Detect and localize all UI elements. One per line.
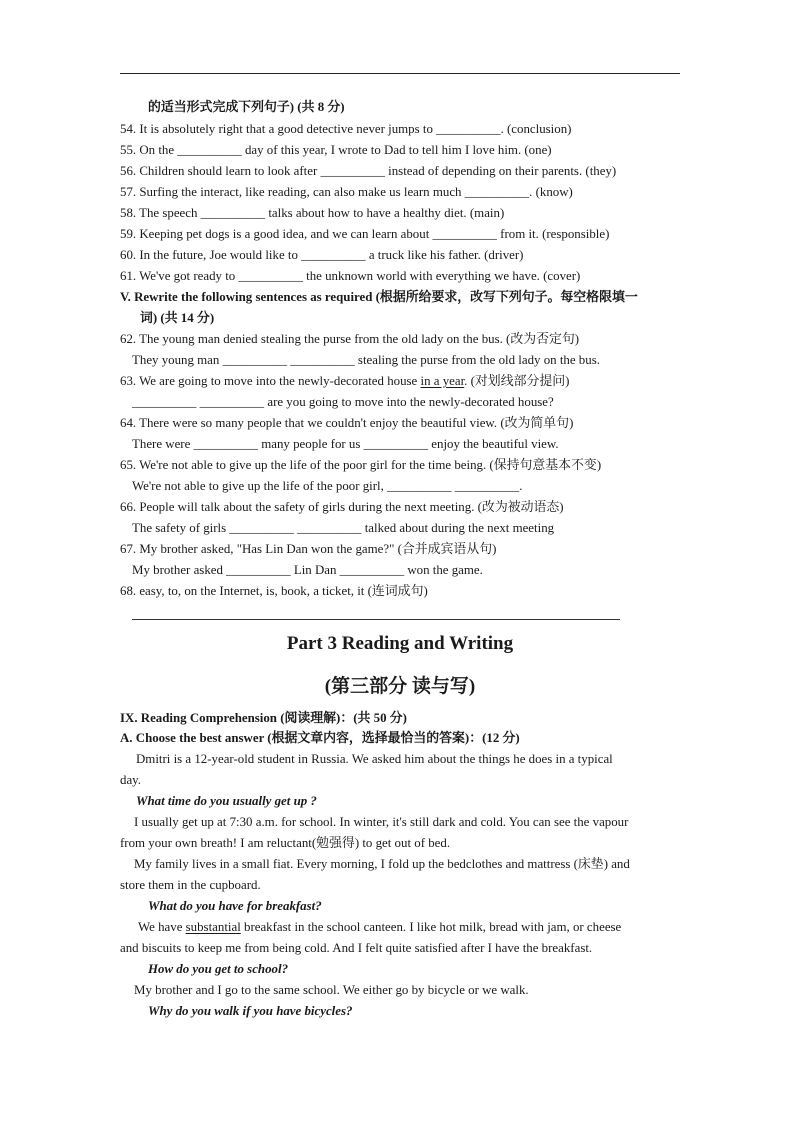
section-v-heading-cont: 词) (共 14 分) — [140, 311, 215, 325]
header-rule — [120, 73, 680, 74]
question-62: 62. The young man denied stealing the purse from the old lady on the bus. (改为否定句) — [120, 332, 580, 346]
interview-answer-1b: My family lives in a small fiat. Every morning, I fold up the bedclothes and mattress (床垫) and — [134, 857, 630, 871]
interview-answer-2: We have substantial breakfast in the school canteen. I like hot milk, bread with jam, or cheese — [138, 920, 622, 934]
interview-question-2: What do you have for breakfast? — [148, 899, 322, 913]
question-59: 59. Keeping pet dogs is a good idea, and we can learn about __________ from it. (responsible) — [120, 227, 610, 241]
section-a-heading: A. Choose the best answer (根据文章内容，选择最恰当的答案)：(12 分) — [120, 731, 520, 745]
answer-line-63: __________ __________ are you going to move into the newly-decorated house? — [132, 395, 554, 409]
question-57: 57. Surfing the interact, like reading, can also make us learn much __________. (know) — [120, 185, 573, 199]
part-title: Part 3 Reading and Writing — [286, 633, 514, 654]
part-subtitle: (第三部分 读与写) — [324, 676, 476, 697]
question-68: 68. easy, to, on the Internet, is, book, a ticket, it (连词成句) — [120, 584, 428, 598]
answer-line-68 — [132, 619, 620, 620]
answer-line-66: The safety of girls __________ __________ talked about during the next meeting — [132, 521, 555, 535]
question-58: 58. The speech __________ talks about how to have a healthy diet. (main) — [120, 206, 505, 220]
answer-line-62: They young man __________ __________ stealing the purse from the old lady on the bus. — [132, 353, 600, 367]
question-64: 64. There were so many people that we couldn't enjoy the beautiful view. (改为简单句) — [120, 416, 574, 430]
interview-question-3: How do you get to school? — [148, 962, 289, 976]
question-66: 66. People will talk about the safety of girls during the next meeting. (改为被动语态) — [120, 500, 564, 514]
section-iv-instruction: 的适当形式完成下列句子) (共 8 分) — [148, 100, 345, 114]
question-65: 65. We're not able to give up the life of the poor girl for the time being. (保持句意基本不变) — [120, 458, 602, 472]
question-56: 56. Children should learn to look after __________ instead of depending on their parents. (they) — [120, 164, 617, 178]
question-54: 54. It is absolutely right that a good detective never jumps to __________. (conclusion) — [120, 122, 572, 136]
passage-intro-cont: day. — [120, 773, 141, 787]
question-63: 63. We are going to move into the newly-decorated house in a year. (对划线部分提问) — [120, 374, 570, 388]
passage-intro: Dmitri is a 12-year-old student in Russia. We asked him about the things he does in a typical — [136, 752, 613, 766]
section-ix-heading: IX. Reading Comprehension (阅读理解)：(共 50 分) — [120, 711, 407, 725]
question-55: 55. On the __________ day of this year, I wrote to Dad to tell him I love him. (one) — [120, 143, 552, 157]
interview-answer-1b-cont: store them in the cupboard. — [120, 878, 261, 892]
question-67: 67. My brother asked, "Has Lin Dan won the game?" (合并成宾语从句) — [120, 542, 497, 556]
interview-question-4: Why do you walk if you have bicycles? — [148, 1004, 353, 1018]
interview-answer-2-cont: and biscuits to keep me from being cold. And I felt quite satisfied after I have the breakfast. — [120, 941, 593, 955]
interview-answer-3: My brother and I go to the same school. We either go by bicycle or we walk. — [134, 983, 529, 997]
question-61: 61. We've got ready to __________ the unknown world with everything we have. (cover) — [120, 269, 581, 283]
answer-line-64: There were __________ many people for us __________ enjoy the beautiful view. — [132, 437, 559, 451]
underlined-word: substantial — [185, 920, 241, 934]
question-60: 60. In the future, Joe would like to __________ a truck like his father. (driver) — [120, 248, 524, 262]
interview-question-1: What time do you usually get up ? — [136, 794, 317, 808]
underlined-phrase: in a year — [420, 374, 465, 388]
interview-answer-1-cont: from your own breath! I am reluctant(勉强得) to get out of bed. — [120, 836, 451, 850]
answer-line-67: My brother asked __________ Lin Dan __________ won the game. — [132, 563, 483, 577]
section-v-heading: V. Rewrite the following sentences as required (根据所给要求，改写下列句子。每空格限填一 — [120, 290, 638, 304]
interview-answer-1: I usually get up at 7:30 a.m. for school. In winter, it's still dark and cold. You can see the vapour — [134, 815, 629, 829]
answer-line-65: We're not able to give up the life of the poor girl, __________ __________. — [132, 479, 523, 493]
